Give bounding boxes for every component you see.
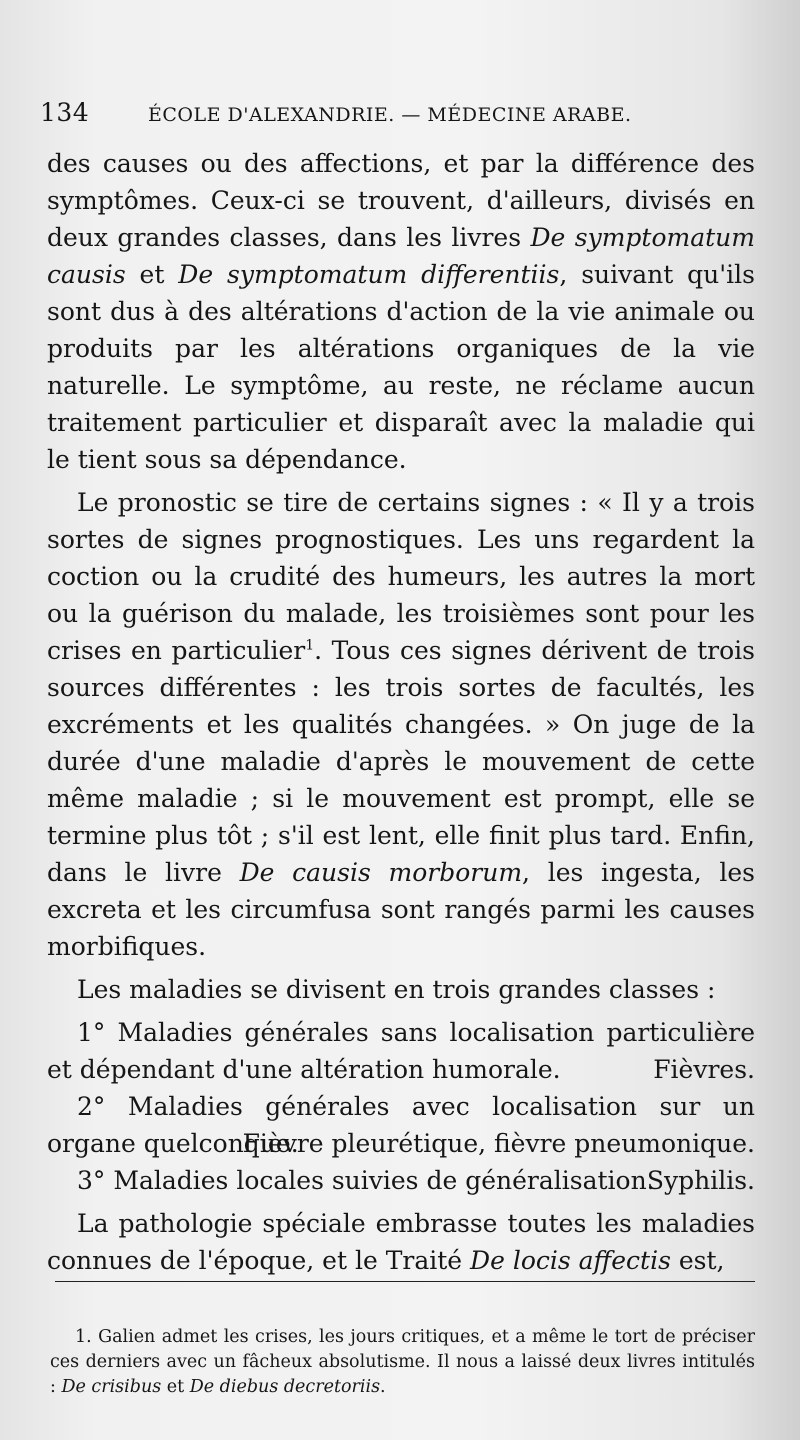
- list-item-text: 2° Maladies générales avec localisation sur un organe quelconque.: [47, 1092, 755, 1158]
- page-number: 134: [40, 98, 90, 127]
- paragraph-classes-intro: Les maladies se divisent en trois grandes classes :: [77, 975, 716, 1004]
- list-item: [47, 1088, 755, 1162]
- list-item-example: Syphilis.: [646, 1166, 755, 1195]
- book-title-diebus-decretoriis: De diebus decretoriis: [189, 1377, 381, 1397]
- book-title-causis-morborum: De causis morborum: [239, 858, 523, 887]
- text-run: Le pronostic se tire de certains signes : « Il y a trois sortes de signes prognostiques. Les uns regardent la coction ou la crudité des humeurs, les autres la mort ou la guérison du malade, les troisièmes sont pour les crises en particulier: [47, 488, 755, 665]
- list-item-example: Fièvre pleurétique, fièvre pneumonique.: [242, 1129, 755, 1158]
- paragraph-prognosis: [47, 484, 755, 965]
- book-title-symptomatum-differentiis: De symptomatum differentiis: [178, 260, 560, 289]
- text-run: et: [161, 1377, 190, 1397]
- text-run: Galien admet les crises, les jours critiques, et a même le tort de préciser ces derniers avec un fâcheux absolutisme. Il nous a laissé deux livres intitulés :: [50, 1327, 755, 1397]
- list-item-example: Fièvres.: [653, 1055, 755, 1084]
- footnote-divider: [55, 1281, 755, 1282]
- disease-class-list: [47, 1014, 755, 1199]
- text-run: , les ingesta, les excreta et les circumfusa sont rangés parmi les causes morbifiques.: [47, 858, 755, 961]
- book-title-locis-affectis: De locis affectis: [470, 1246, 671, 1275]
- book-title-symptomatum-causis: De symptomatum causis: [47, 223, 755, 289]
- paragraph-symptoms: [47, 145, 755, 478]
- list-item-text: 1° Maladies générales sans localisation particulière et dépendant d'une altération humorale.: [47, 1018, 755, 1084]
- text-run: des causes ou des affections, et par la différence des symptômes. Ceux-ci se trouvent, d'ailleurs, divisés en deux grandes classes, dans les livres: [47, 149, 755, 252]
- footnote-reference[interactable]: 1: [305, 637, 315, 654]
- footnote: [50, 1325, 755, 1400]
- footnote-text: [50, 1325, 755, 1400]
- text-run: est,: [670, 1246, 725, 1275]
- text-run: . Tous ces signes dérivent de trois sources différentes : les trois sortes de facultés, les excréments et les qualités changées. » On juge de la durée d'une maladie d'après le mouvement de cette même maladie ; si le mouvement est prompt, elle se termine plus tôt ; s'il est lent, elle finit plus tard. Enfin, dans le livre: [47, 636, 755, 887]
- footnote-number: 1.: [75, 1327, 92, 1347]
- text-run: .: [380, 1377, 386, 1397]
- body-text: [47, 145, 755, 1279]
- running-head: [40, 98, 640, 138]
- book-title-crisibus: De crisibus: [61, 1377, 162, 1397]
- list-item-text: 3° Maladies locales suivies de généralisation.: [77, 1166, 655, 1195]
- running-title: ÉCOLE D'ALEXANDRIE. — MÉDECINE ARABE.: [148, 104, 632, 126]
- text-run: , suivant qu'ils sont dus à des altérations d'action de la vie animale ou produits par les altérations organiques de la vie naturelle. Le symptôme, au reste, ne réclame aucun traitement particulier et disparaît avec la maladie qui le tient sous sa dépendance.: [47, 260, 755, 474]
- list-item-row: [47, 1014, 755, 1088]
- list-item: [47, 1162, 755, 1199]
- paragraph-special-pathology: [47, 1205, 755, 1279]
- text-run: et: [125, 260, 179, 289]
- text-run: La pathologie spéciale embrasse toutes les maladies connues de l'époque, et le Traité: [47, 1209, 755, 1275]
- list-item: [47, 1014, 755, 1088]
